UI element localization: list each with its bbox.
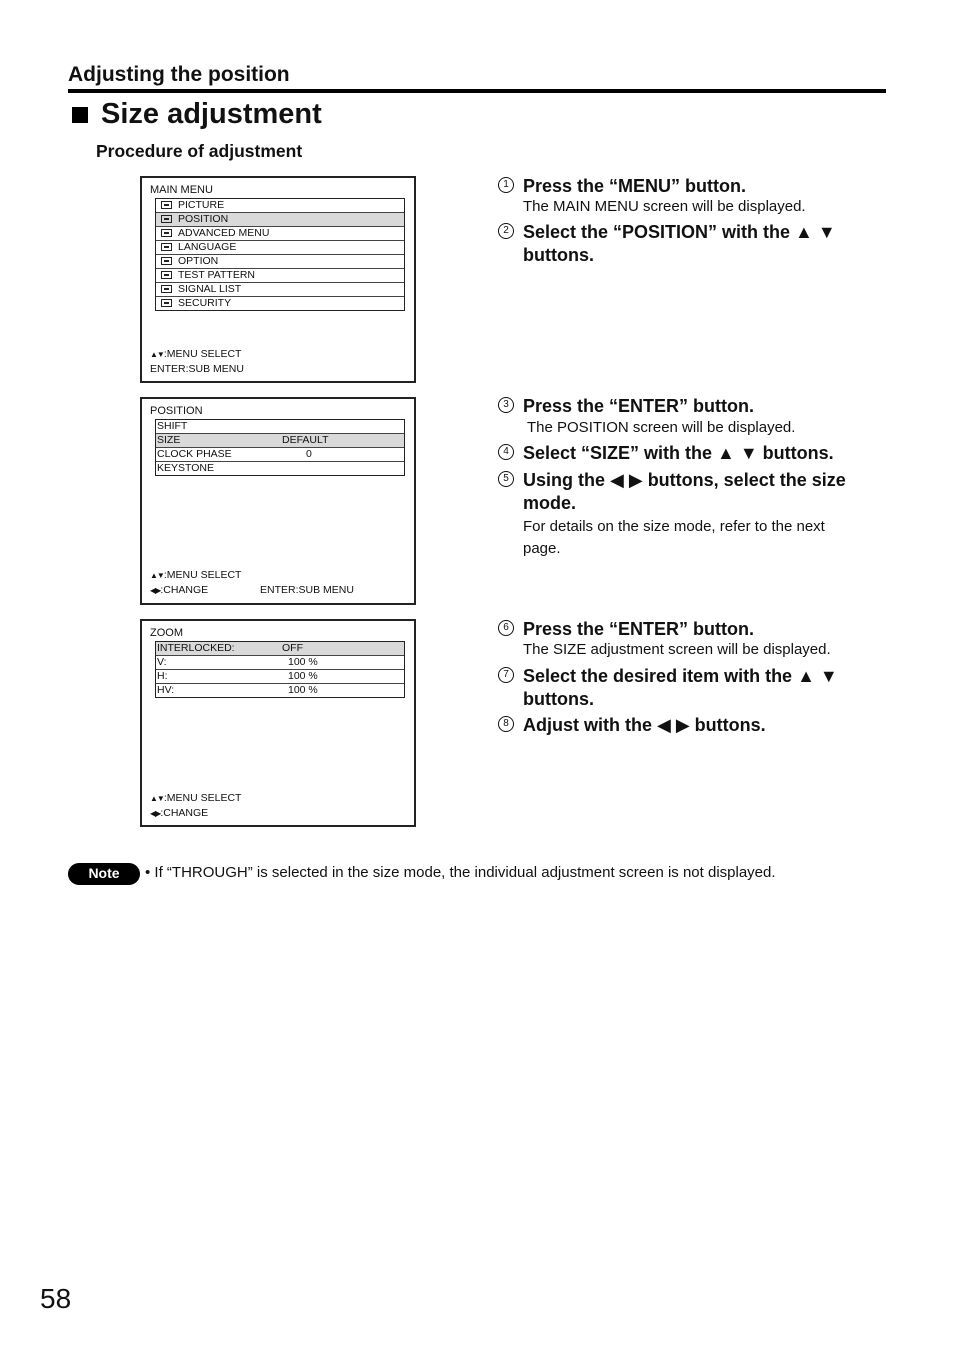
zoom-row-h[interactable]: H: 100 % xyxy=(156,669,404,683)
page-title-text: Size adjustment xyxy=(101,98,322,130)
step-8 xyxy=(498,714,890,737)
step-text: Using the ◀ ▶ buttons, select the size mode. xyxy=(523,470,846,513)
square-bullet-icon xyxy=(72,107,88,123)
step-number: 3 xyxy=(498,397,514,413)
main-menu-screen xyxy=(140,176,416,383)
zoom-menu-screen xyxy=(140,619,416,827)
position-menu-list xyxy=(155,419,405,476)
step-number: 4 xyxy=(498,444,514,460)
step-2 xyxy=(498,221,890,267)
position-menu-title: POSITION xyxy=(150,405,203,417)
step-text: Press the “ENTER” button. xyxy=(523,396,755,416)
security-icon xyxy=(161,299,172,307)
position-row-size[interactable]: SIZE DEFAULT xyxy=(156,433,404,447)
zoom-row-interlocked[interactable]: INTERLOCKED: OFF xyxy=(156,642,404,655)
menu-item-option[interactable]: OPTION xyxy=(156,254,404,268)
menu-item-advanced-menu[interactable]: ADVANCED MENU xyxy=(156,226,404,240)
main-menu-list xyxy=(155,198,405,311)
position-row-clock-phase[interactable]: CLOCK PHASE 0 xyxy=(156,447,404,461)
step-3 xyxy=(498,395,890,418)
up-down-arrows-icon: ▲▼ xyxy=(150,350,164,359)
step-4 xyxy=(498,442,890,465)
step-1 xyxy=(498,175,890,198)
zoom-menu-footer: ▲▼:MENU SELECT ◀▶:CHANGE xyxy=(150,792,242,819)
step-text: Select “SIZE” with the ▲ ▼ buttons. xyxy=(523,443,834,463)
header-rule xyxy=(68,89,886,93)
step-6 xyxy=(498,618,890,641)
menu-item-security[interactable]: SECURITY xyxy=(156,296,404,310)
position-icon xyxy=(161,215,172,223)
step-7 xyxy=(498,665,890,711)
page-title xyxy=(72,98,322,131)
menu-item-position[interactable]: POSITION xyxy=(156,212,404,226)
step-number: 5 xyxy=(498,471,514,487)
up-down-arrows-icon: ▲▼ xyxy=(150,794,164,803)
position-menu-footer: ▲▼:MENU SELECT ◀▶:CHANGE ENTER:SUB MENU xyxy=(150,569,354,596)
page-number: 58 xyxy=(40,1283,72,1314)
advanced-menu-icon xyxy=(161,229,172,237)
step-6-detail: The SIZE adjustment screen will be displayed. xyxy=(523,641,831,658)
step-number: 1 xyxy=(498,177,514,193)
step-number: 7 xyxy=(498,667,514,683)
step-5-detail: For details on the size mode, refer to the next page. xyxy=(523,518,825,557)
main-menu-title: MAIN MENU xyxy=(150,184,213,196)
zoom-menu-list xyxy=(155,641,405,698)
up-down-arrows-icon: ▲▼ xyxy=(150,571,164,580)
step-text: Press the “MENU” button. xyxy=(523,176,747,196)
signal-list-icon xyxy=(161,285,172,293)
main-menu-footer: ▲▼:MENU SELECT ENTER:SUB MENU xyxy=(150,348,244,375)
step-text: Select the desired item with the ▲ ▼ buttons. xyxy=(523,666,838,709)
zoom-row-hv[interactable]: HV: 100 % xyxy=(156,683,404,697)
note-text: • If “THROUGH” is selected in the size mode, the individual adjustment screen is not displayed. xyxy=(145,864,776,881)
step-number: 6 xyxy=(498,620,514,636)
step-number: 8 xyxy=(498,716,514,732)
left-right-arrows-icon: ◀▶ xyxy=(150,586,161,595)
step-text: Press the “ENTER” button. xyxy=(523,619,755,639)
step-number: 2 xyxy=(498,223,514,239)
step-3-detail: The POSITION screen will be displayed. xyxy=(527,419,796,436)
language-icon xyxy=(161,243,172,251)
step-text: Select the “POSITION” with the ▲ ▼ buttons. xyxy=(523,222,836,265)
menu-item-signal-list[interactable]: SIGNAL LIST xyxy=(156,282,404,296)
position-menu-screen xyxy=(140,397,416,605)
menu-item-test-pattern[interactable]: TEST PATTERN xyxy=(156,268,404,282)
test-pattern-icon xyxy=(161,271,172,279)
section-title: Adjusting the position xyxy=(68,63,290,86)
position-row-keystone[interactable]: KEYSTONE xyxy=(156,461,404,475)
option-icon xyxy=(161,257,172,265)
zoom-menu-title: ZOOM xyxy=(150,627,183,639)
step-text: Adjust with the ◀ ▶ buttons. xyxy=(523,715,766,735)
menu-item-language[interactable]: LANGUAGE xyxy=(156,240,404,254)
picture-icon xyxy=(161,201,172,209)
left-right-arrows-icon: ◀▶ xyxy=(150,809,161,818)
note-badge: Note xyxy=(68,863,140,885)
procedure-heading: Procedure of adjustment xyxy=(96,141,303,161)
position-row-shift[interactable]: SHIFT xyxy=(157,420,188,432)
menu-item-picture[interactable]: PICTURE xyxy=(156,199,404,212)
step-1-detail: The MAIN MENU screen will be displayed. xyxy=(523,198,806,215)
step-5 xyxy=(498,469,890,515)
zoom-row-v[interactable]: V: 100 % xyxy=(156,655,404,669)
